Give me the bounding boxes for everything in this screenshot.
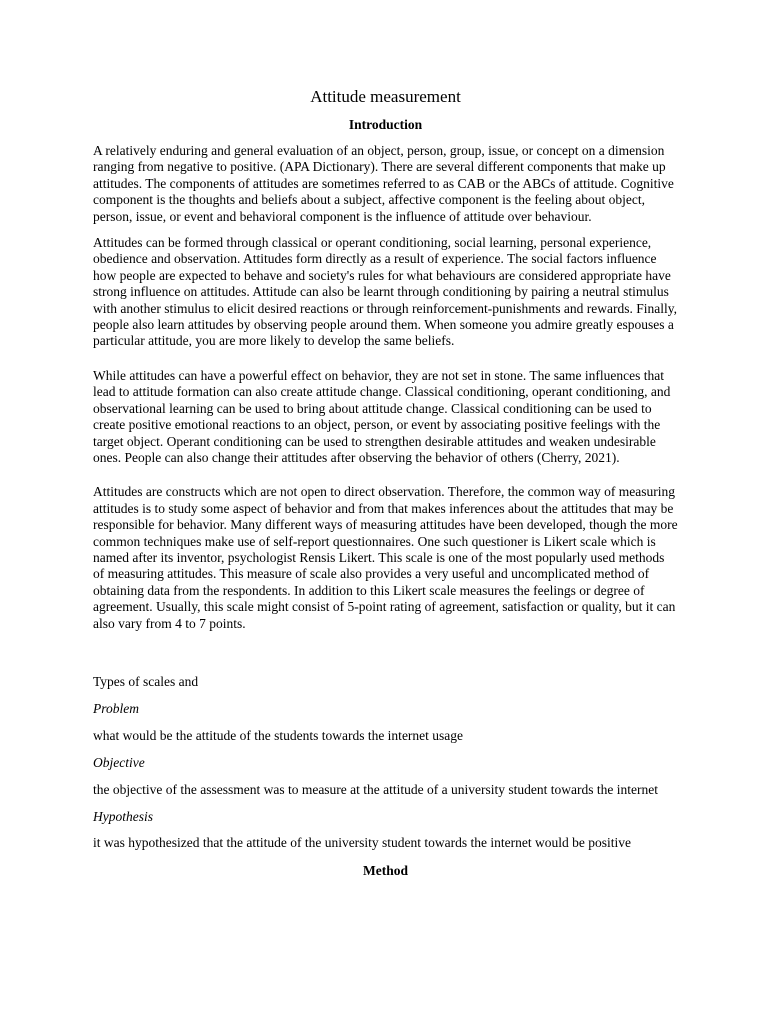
types-of-scales-text: Types of scales and [93,673,199,689]
hypothesis-label: Hypothesis [93,808,153,824]
problem-label: Problem [93,700,139,716]
objective-text: the objective of the assessment was to measure at the attitude of a university student towards the internet [93,781,658,797]
hypothesis-text: it was hypothesized that the attitude of the university student towards the internet would be positive [93,835,632,851]
introduction-heading: Introduction [348,117,423,132]
document-page [93,86,678,889]
objective-label: Objective [93,754,145,770]
paragraph-measurement: Attitudes are constructs which are not open to direct observation. Therefore, the common way of measuring attitudes is to study some aspect of behavior and from that makes inferences about the attitudes that may be responsible for behavior. Many different ways of measuring attitudes have been developed, though the more common techniques make use of self-report questionnaires. One such questioner is Likert scale which is named after its inventor, psychologist Rensis Likert. This scale is one of the most popularly used methods of measuring attitudes. This measure of scale also provides a very useful and uncomplicated method of obtaining data from the respondents. In addition to this Likert scale measures the feelings or degree of agreement. Usually, this scale might consist of 5-point rating of agreement, satisfaction or quality, but it can also vary from 4 to 7 points. [93,484,678,631]
paragraph-definition: A relatively enduring and general evaluation of an object, person, group, issue, or concept on a dimension ranging from negative to positive. (APA Dictionary). There are several different components that make up attitudes. The components of attitudes are sometimes referred to as CAB or the ABCs of attitude. Cognitive component is the thoughts and beliefs about a subject, affective component is the feeling about object, person, issue, or event and behavioral component is the influence of attitude over behaviour. [93,143,674,224]
paragraph-formation: Attitudes can be formed through classical or operant conditioning, social learning, personal experience, obedience and observation. Attitudes form directly as a result of experience. The social factors influence how people are expected to behave and society's rules for what behaviours are considered appropriate have strong influence on attitudes. Attitude can also be learnt through conditioning by pairing a neutral stimulus with another stimulus to elicit desired reactions or through reinforcement-punishments and rewards. Finally, people also learn attitudes by observing people around them. When someone you admire greatly espouses a particular attitude, you are more likely to develop the same beliefs. [93,235,677,349]
problem-text: what would be the attitude of the students towards the internet usage [93,727,464,743]
document-title: Attitude measurement [310,87,461,106]
paragraph-change: While attitudes can have a powerful effect on behavior, they are not set in stone. The same influences that lead to attitude formation can also create attitude change. Classical conditioning, operant conditioning, and observational learning can be used to bring about attitude change. Classical conditioning can be used to create positive emotional reactions to an object, person, or event by associating positive feelings with the target object. Operant conditioning can be used to strengthen desirable attitudes and weaken undesirable ones. People can also change their attitudes after observing the behavior of others (Cherry, 2021). [93,367,671,465]
method-heading: Method [363,863,408,879]
